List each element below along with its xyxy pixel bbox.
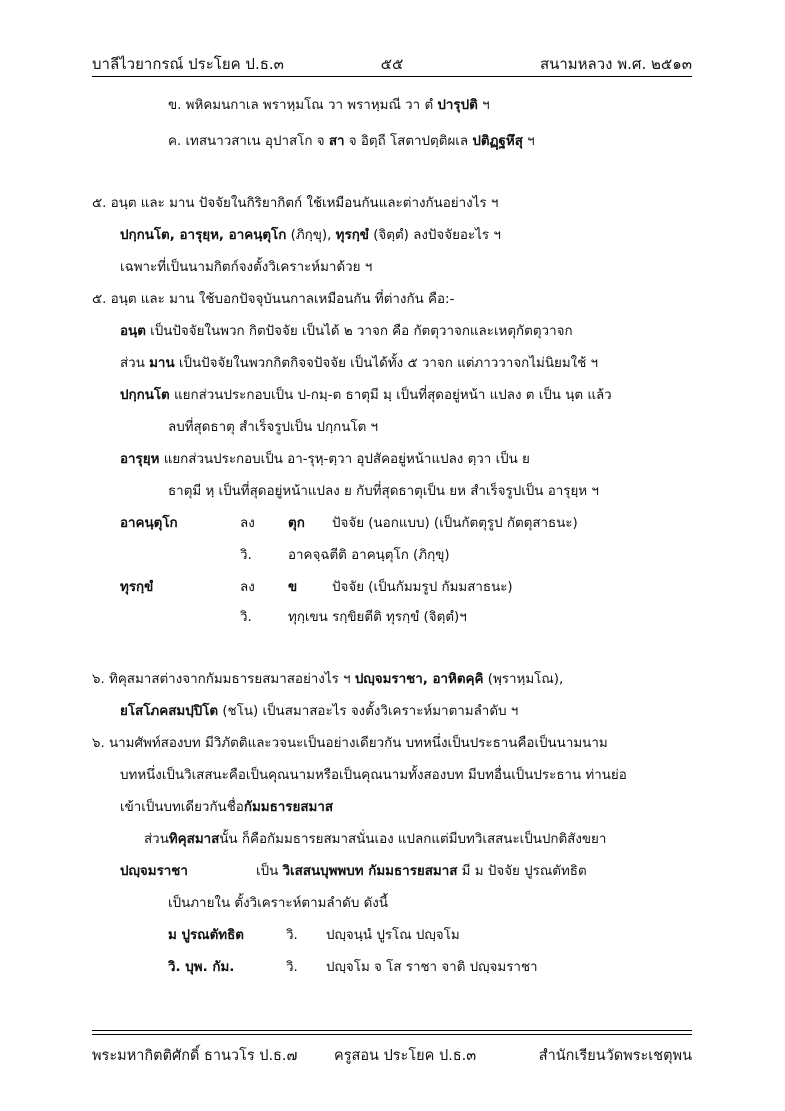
item-kha: ค. เทสนาวสาเน อุปาสโก จ สา จ อิตฺถี โสตาปตฺติผเล ปติฏฺฐหึสุ ฯ [168,134,535,149]
footer-temple: สำนักเรียนวัดพระเชตุพน [538,1048,692,1064]
question-6-line-2: ยโสโภคสมปฺปิโต (ชโน) เป็นสมาสอะไร จงตั้งวิเคราะห์มาตามลำดับ ฯ [120,704,519,719]
answer-6-sub-2-term: วิ. บุพ. กัม. [168,960,235,975]
answer-6-line-4: ส่วนทิคุสมาสนั้น ก็คือกัมมธารยสมาสนั่นเอง แปลกแต่มีบทวิเสสนะเป็นปกติสังขยา [144,832,607,847]
answer-5-durakkha-suffix: ข [288,580,298,595]
question-5-line-1: ๕. อนฺต และ มาน ปัจจัยในกิริยากิตก์ ใช้เหมือนกันและต่างกันอย่างไร ฯ [92,196,499,211]
footer-role: ครูสอน ประโยค ป.ธ.๓ [334,1048,477,1064]
answer-5-line-3: ส่วน มาน เป็นปัจจัยในพวกกิตกิจจปัจจัย เป็นได้ทั้ง ๕ วาจก แต่ภาววาจกไม่นิยมใช้ ฯ [120,356,599,371]
answer-5-durakkha-desc: ปัจจัย (เป็นกัมมรูป กัมมสาธนะ) [332,580,513,595]
page-number: ๕๕ [380,55,404,73]
answer-5-agantuka-la: ลง [240,516,255,531]
answer-6-sub-2-analysis: ปญฺจโม จ โส ราชา จาติ ปญฺจมราชา [326,960,538,975]
answer-6-line-3: เข้าเป็นบทเดียวกันชื่อกัมมธารยสมาส [120,800,334,815]
footer-rule-top [92,1030,692,1031]
answer-6-pancamaraja-cont: เป็นภายใน ตั้งวิเคราะห์ตามลำดับ ดังนี้ [168,896,388,911]
page-header [92,44,692,74]
item-kho: ข. พหิคมนกาเล พราหฺมโณ วา พราหฺมณี วา ตํ ปารุปติ ฯ [168,98,490,113]
header-rule [92,76,692,77]
answer-5-aruyha: อารุยฺห แยกส่วนประกอบเป็น อา-รุหฺ-ตฺวา อุปสัคอยู่หน้าแปลง ตฺวา เป็น ย [120,452,530,467]
answer-5-agantuka-term: อาคนฺตุโก [120,516,178,531]
header-exam-year: สนามหลวง พ.ศ. ๒๕๑๓ [539,55,692,73]
header-title: บาลีไวยากรณ์ ประโยค ป.ธ.๓ [92,55,284,73]
answer-6-pancamaraja-term: ปญฺจมราชา [120,864,188,879]
footer-author: พระมหากิตติศักดิ์ ธานวโร ป.ธ.๗ [92,1048,298,1064]
answer-5-durakkha-term: ทุรกฺขํ [120,580,154,595]
question-6-line-1: ๖. ทิคุสมาสต่างจากกัมมธารยสมาสอย่างไร ฯ ปญฺจมราชา, อาหิตคฺคิ (พฺราหฺมโณ), [92,672,564,687]
answer-5-agantuka-vi: วิ. [240,548,252,563]
answer-5-aruyha-cont: ธาตุมี หฺ เป็นที่สุดอยู่หน้าแปลง ย กับที่สุดธาตุเป็น ยห สำเร็จรูปเป็น อารุยฺห ฯ [168,484,599,499]
answer-6-sub-2-vi: วิ. [286,960,298,975]
answer-5-durakkha-vi: วิ. [240,610,252,625]
question-5-line-3: เฉพาะที่เป็นนามกิตก์จงตั้งวิเคราะห์มาด้วย ฯ [120,260,373,275]
answer-6-sub-1-vi: วิ. [286,928,298,943]
answer-5-durakkha-la: ลง [240,580,255,595]
answer-5-line-2: อนฺต เป็นปัจจัยในพวก กิตปัจจัย เป็นได้ ๒ วาจก คือ กัตตุวาจกและเหตุกัตตุวาจก [120,324,573,339]
answer-5-agantuka-desc: ปัจจัย (นอกแบบ) (เป็นกัตตุรูป กัตตุสาธนะ) [332,516,578,531]
answer-5-pakkanto-cont: ลบที่สุดธาตุ สำเร็จรูปเป็น ปกฺกนโต ฯ [168,420,379,435]
page-footer [92,1034,692,1064]
answer-6-line-1: ๖. นามศัพท์สองบท มีวิภัตติและวจนะเป็นอย่างเดียวกัน บทหนึ่งเป็นประธานคือเป็นนามนาม [92,736,608,751]
answer-6-sub-1-term: ม ปูรณตัทธิต [168,928,244,943]
answer-6-pancamaraja-desc: เป็น วิเสสนบุพพบท กัมมธารยสมาส มี ม ปัจจัย ปูรณตัทธิต [256,864,587,879]
answer-5-pakkanto: ปกฺกนโต แยกส่วนประกอบเป็น ป-กมฺ-ต ธาตุมี มฺ เป็นที่สุดอยู่หน้า แปลง ต เป็น นฺต แล้ว [120,388,612,403]
answer-5-durakkha-analysis: ทุกฺเขน รกฺขิยตีติ ทุรกฺขํ (จิตฺตํ)ฯ [288,610,467,625]
answer-6-line-2: บทหนึ่งเป็นวิเสสนะคือเป็นคุณนามหรือเป็นคุณนามทั้งสองบท มีบทอื่นเป็นประธาน ท่านย่อ [120,768,627,783]
answer-5-line-1: ๕. อนฺต และ มาน ใช้บอกปัจจุบันนกาลเหมือนกัน ที่ต่างกัน คือ:- [92,292,455,307]
answer-6-sub-1-analysis: ปญฺจนฺนํ ปูรโณ ปญฺจโม [326,928,460,943]
answer-5-agantuka-suffix: ตุก [288,516,305,531]
answer-5-agantuka-analysis: อาคจฺฉตีติ อาคนฺตุโก (ภิกฺขุ) [288,548,450,563]
question-5-line-2: ปกฺกนโต, อารุยฺห, อาคนฺตุโก (ภิกฺขุ), ทุรกฺขํ (จิตฺตํ) ลงปัจจัยอะไร ฯ [120,228,501,243]
